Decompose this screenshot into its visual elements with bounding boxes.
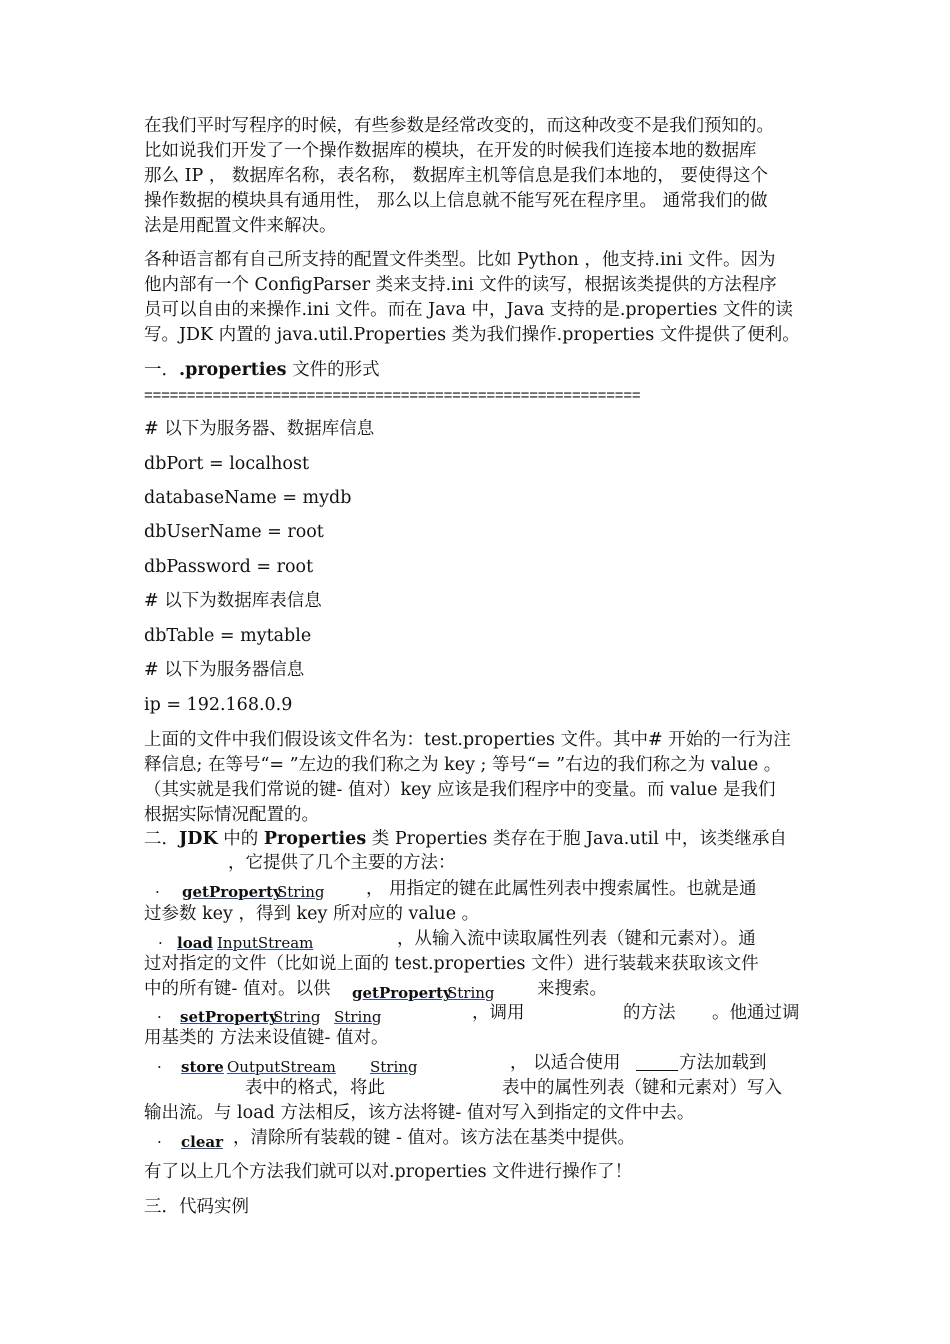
properties-line: databaseName = mydb bbox=[144, 488, 352, 508]
properties-line: dbPort = localhost bbox=[144, 454, 309, 474]
method-desc: 过参数 key ，得到 key 所对应的 value 。 bbox=[144, 904, 480, 924]
properties-line: # 以下为服务器信息 bbox=[144, 660, 305, 680]
string-link[interactable]: String bbox=[273, 1008, 321, 1026]
section1-heading bbox=[144, 359, 380, 381]
properties-line: ip = 192.168.0.9 bbox=[144, 695, 293, 715]
bullet: · bbox=[157, 1133, 162, 1151]
clear-link[interactable]: clear bbox=[181, 1133, 223, 1151]
section2-rest: 类 Properties 类存在于胞 Java.util 中，该类继承自 bbox=[366, 829, 787, 849]
method-desc: 表中的属性列表（键和元素对）写入 bbox=[502, 1078, 782, 1098]
string-link[interactable]: String bbox=[277, 883, 325, 901]
intro-p1-line: 法是用配置文件来解决。 bbox=[144, 216, 337, 236]
method-desc: 。他通过调 bbox=[712, 1003, 800, 1023]
explanation-line: （其实就是我们常说的键- 值对）key 应该是我们程序中的变量。而 value 是我们 bbox=[144, 780, 776, 800]
getproperty-link[interactable]: getProperty bbox=[182, 883, 282, 901]
section2-jdk: JDK bbox=[179, 829, 218, 849]
method-desc: ，清除所有装载的键 - 值对。该方法在基类中提供。 bbox=[233, 1128, 636, 1148]
section1-title-rest: 文件的形式 bbox=[286, 360, 380, 380]
string-link[interactable]: String bbox=[447, 984, 495, 1002]
intro-p2-line: 员可以自由的来操作.ini 文件。而在 Java 中，Java 支持的是.properties 文件的读 bbox=[144, 300, 793, 320]
section3-heading: 三．代码实例 bbox=[144, 1197, 249, 1217]
bullet: · bbox=[157, 1058, 162, 1076]
section2-line2: ，它提供了几个主要的方法： bbox=[228, 853, 456, 873]
intro-p1-line: 那么 IP ， 数据库名称，表名称， 数据库主机等信息是我们本地的， 要使得这个 bbox=[144, 166, 768, 186]
section1-title-bold: .properties bbox=[179, 360, 287, 380]
section2-mid: 中的 bbox=[217, 829, 264, 849]
explanation-line: 上面的文件中我们假设该文件名为：test.properties 文件。其中# 开始的一行为注 bbox=[144, 730, 791, 750]
properties-line: dbUserName = root bbox=[144, 522, 324, 542]
section2-heading bbox=[144, 828, 787, 850]
inputstream-link[interactable]: InputStream bbox=[217, 934, 314, 952]
method-desc: 中的所有键- 值对。以供 bbox=[144, 979, 331, 999]
section2-number: 二． bbox=[144, 829, 179, 849]
intro-p1-line: 比如说我们开发了一个操作数据库的模块，在开发的时候我们连接本地的数据库 bbox=[144, 141, 757, 161]
properties-line: # 以下为数据库表信息 bbox=[144, 591, 322, 611]
intro-p1-line: 操作数据的模块具有通用性， 那么以上信息就不能写死在程序里。 通常我们的做 bbox=[144, 191, 768, 211]
intro-p2-line: 各种语言都有自己所支持的配置文件类型。比如 Python ，他支持.ini 文件。因为 bbox=[144, 250, 776, 270]
store-link[interactable]: store bbox=[181, 1058, 224, 1076]
properties-line: dbTable = mytable bbox=[144, 626, 312, 646]
getproperty-link[interactable]: getProperty bbox=[352, 984, 452, 1002]
properties-line: dbPassword = root bbox=[144, 557, 314, 577]
bullet: · bbox=[157, 1008, 162, 1026]
blank-underline bbox=[636, 1070, 678, 1071]
load-link[interactable]: load bbox=[177, 934, 213, 952]
section1-number: 一． bbox=[144, 360, 179, 380]
method-desc: ， 以适合使用 bbox=[510, 1053, 621, 1073]
method-desc: ， 用指定的键在此属性列表中搜索属性。也就是通 bbox=[366, 879, 757, 899]
bullet: · bbox=[155, 883, 160, 901]
closing-line: 有了以上几个方法我们就可以对.properties 文件进行操作了！ bbox=[144, 1162, 633, 1182]
intro-p1-line: 在我们平时写程序的时候，有些参数是经常改变的，而这种改变不是我们预知的。 bbox=[144, 116, 774, 136]
explanation-line: 根据实际情况配置的。 bbox=[144, 805, 319, 825]
method-desc: 用基类的 方法来设值键- 值对。 bbox=[144, 1028, 389, 1048]
intro-p2-line: 他内部有一个 ConfigParser 类来支持.ini 文件的读写，根据该类提供的方法程序 bbox=[144, 275, 777, 295]
method-desc: 来搜索。 bbox=[537, 979, 607, 999]
method-desc: 过对指定的文件（比如说上面的 test.properties 文件）进行装载来获取该文件 bbox=[144, 954, 759, 974]
method-desc: ，从输入流中读取属性列表（键和元素对）。通 bbox=[397, 929, 756, 949]
method-desc: ，调用 bbox=[472, 1003, 525, 1023]
method-desc: 输出流。与 load 方法相反，该方法将键- 值对写入到指定的文件中去。 bbox=[144, 1103, 695, 1123]
separator-line: ========================================================== bbox=[144, 387, 641, 404]
method-desc: 表中的格式，将此 bbox=[245, 1078, 385, 1098]
explanation-line: 释信息; 在等号“= ”左边的我们称之为 key ; 等号“= ”右边的我们称之为 value 。 bbox=[144, 755, 782, 775]
method-desc: 的方法 bbox=[623, 1003, 676, 1023]
bullet: · bbox=[158, 934, 163, 952]
intro-p2-line: 写。JDK 内置的 java.util.Properties 类为我们操作.properties 文件提供了便利。 bbox=[144, 325, 800, 345]
section2-properties: Properties bbox=[263, 829, 367, 849]
setproperty-link[interactable]: setProperty bbox=[180, 1008, 278, 1026]
properties-line: # 以下为服务器、数据库信息 bbox=[144, 419, 375, 439]
method-desc: 方法加载到 bbox=[679, 1053, 767, 1073]
string-link[interactable]: String bbox=[334, 1008, 382, 1026]
string-link[interactable]: String bbox=[370, 1058, 418, 1076]
outputstream-link[interactable]: OutputStream bbox=[227, 1058, 336, 1076]
